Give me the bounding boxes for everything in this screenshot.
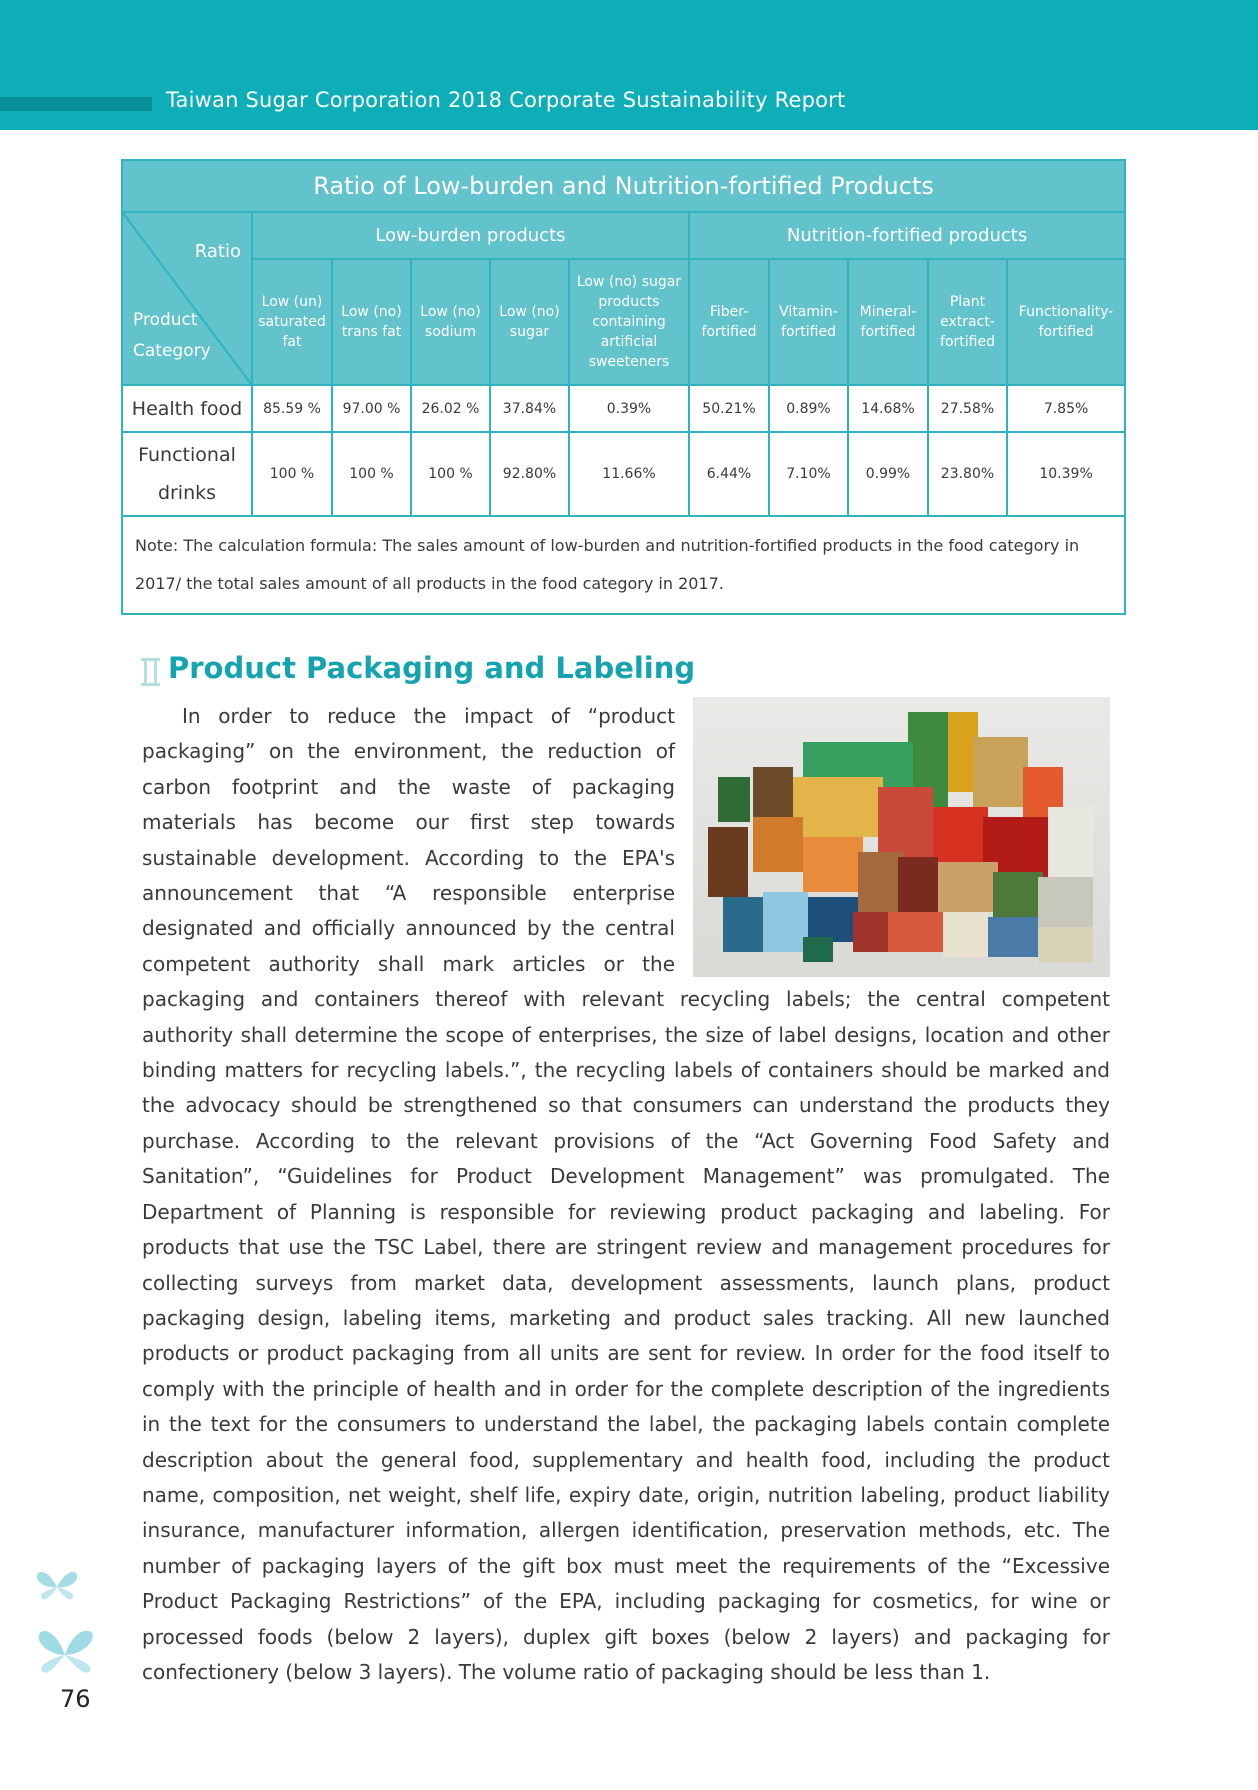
section-title: Product Packaging and Labeling [168, 651, 696, 685]
table-cell: 0.39% [569, 385, 689, 432]
table-cell: 27.58% [928, 385, 1007, 432]
table-cell: 6.44% [689, 432, 769, 516]
table-row [122, 432, 1125, 516]
table-cell: 100 % [252, 432, 332, 516]
table-title: Ratio of Low-burden and Nutrition-fortified Products [122, 160, 1125, 212]
table-cell: 50.21% [689, 385, 769, 432]
column-header: Fiber-fortified [689, 259, 769, 385]
row-label: Functional drinks [122, 432, 252, 516]
table-cell: 7.85% [1007, 385, 1125, 432]
column-header: Low (no) sugar products containing artificial sweeteners [569, 259, 689, 385]
header-accent-bar [0, 97, 152, 111]
table-cell: 92.80% [490, 432, 569, 516]
body-paragraph: In order to reduce the impact of “product packaging” on the environment, the reduction of carbon footprint and the waste of packaging materials has become our first step towards sustainable development. According to the EPA's announcement that “A responsible enterprise designated and officially announced by the central competent authority shall mark articles or the packaging and containers thereof with relevant recycling labels; the central competent authority shall determine the scope of enterprises, the size of label designs, location and other binding matters for recycling labels.”, the recycling labels of containers should be marked and the advocacy should be strengthened so that consumers can understand the products they purchase. According to the relevant provisions of the “Act Governing Food Safety and Sanitation”, “Guidelines for Product Development Management” was promulgated. The Department of Planning is responsible for reviewing product packaging and labeling. For products that use the TSC Label, there are stringent review and management procedures for collecting surveys from market data, development assessments, launch plans, product packaging design, labeling items, marketing and product sales tracking. All new launched products or product packaging from all units are sent for review. In order for the food itself to comply with the principle of health and in order for the complete description of the ingredients in the text for the consumers to understand the label, the packaging labels contain complete description about the general food, supplementary and health food, including the product name, composition, net weight, shelf life, expiry date, origin, nutrition labeling, product liability insurance, manufacturer information, allergen identification, preservation methods, etc. The number of packaging layers of the gift box must meet the requirements of the “Excessive Product Packaging Restrictions” of the EPA, including packaging for cosmetics, for wine or processed foods (below 2 layers), duplex gift boxes (below 2 layers) and packaging for confectionery (below 3 layers). The volume ratio of packaging should be less than 1. [142, 704, 1110, 1684]
butterfly-icon [34, 1625, 96, 1680]
column-header: Low (no) sodium [411, 259, 490, 385]
table-cell: 100 % [332, 432, 411, 516]
table-cell: 85.59 % [252, 385, 332, 432]
column-header: Mineral-fortified [848, 259, 928, 385]
section-body [142, 699, 1110, 1690]
column-header: Plant extract-fortified [928, 259, 1007, 385]
row-label: Health food [122, 385, 252, 432]
group-nutrition-fortified: Nutrition-fortified products [689, 212, 1125, 259]
table-cell: 10.39% [1007, 432, 1125, 516]
table-cell: 7.10% [769, 432, 848, 516]
ratio-table [121, 159, 1126, 615]
corner-ratio-label: Ratio [194, 241, 241, 262]
page-header [0, 0, 1258, 130]
table-cell: 26.02 % [411, 385, 490, 432]
table-row [122, 385, 1125, 432]
table-cell: 97.00 % [332, 385, 411, 432]
section-marker-icon [144, 658, 157, 686]
product-packaging-photo [693, 697, 1110, 977]
column-header: Functionality-fortified [1007, 259, 1125, 385]
table-corner-cell [122, 212, 252, 385]
product-boxes-illustration [693, 697, 1110, 977]
column-header: Vitamin-fortified [769, 259, 848, 385]
table-cell: 100 % [411, 432, 490, 516]
table-cell: 14.68% [848, 385, 928, 432]
page-number: 76 [60, 1685, 91, 1713]
column-header: Low (no) trans fat [332, 259, 411, 385]
butterfly-icon [35, 1567, 79, 1605]
table-cell: 0.89% [769, 385, 848, 432]
table-cell: 37.84% [490, 385, 569, 432]
table-note: Note: The calculation formula: The sales amount of low-burden and nutrition-fortified products in the food category in 2017/ the total sales amount of all products in the food category in 2017. [122, 516, 1125, 614]
table-cell: 11.66% [569, 432, 689, 516]
table-cell: 23.80% [928, 432, 1007, 516]
corner-product-category-label: Product Category [133, 310, 211, 361]
report-title: Taiwan Sugar Corporation 2018 Corporate Sustainability Report [166, 88, 846, 112]
column-header: Low (un) saturated fat [252, 259, 332, 385]
column-header: Low (no) sugar [490, 259, 569, 385]
group-low-burden: Low-burden products [252, 212, 689, 259]
table-cell: 0.99% [848, 432, 928, 516]
